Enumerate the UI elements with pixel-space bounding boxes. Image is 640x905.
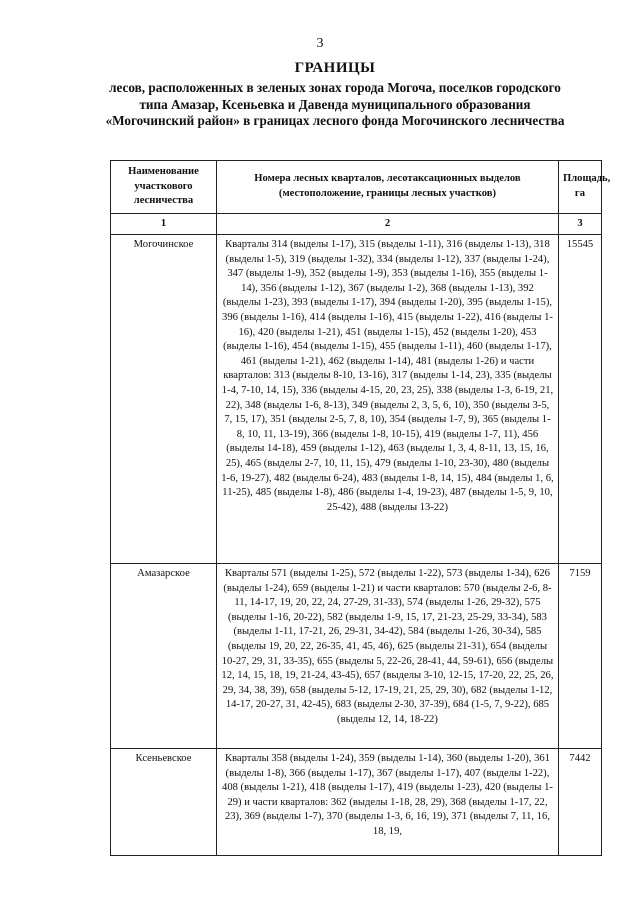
- document-subtitle: лесов, расположенных в зеленых зонах города Могоча, поселков городского типа Амазар, Ксеньевка и Давенда муниципального образования «Могочинский район» в границах лесного фонда Могочинского лесничества: [105, 80, 565, 128]
- forestry-quarters: Кварталы 314 (выделы 1-17), 315 (выделы 1-11), 316 (выделы 1-13), 318 (выделы 1-5), 319 (выделы 1-32), 334 (выделы 1-12), 337 (выделы 1-24), 347 (выделы 1-9), 352 (выделы 1-9), 353 (выделы 1-16), 355 (выделы 1-14), 356 (выделы 1-12), 367 (выделы 1-2), 368 (выделы 1-13), 392 (выделы 1-23), 393 (выделы 1-17), 394 (выделы 1-20), 395 (выделы 1-15), 396 (выделы 1-16), 414 (выделы 1-16), 415 (выделы 1-22), 416 (выделы 1-16), 420 (выделы 1-21), 451 (выделы 1-15), 452 (выделы 1-20), 453 (выделы 1-16), 454 (выделы 1-15), 455 (выделы 1-11), 460 (выделы 1-17), 461 (выделы 1-21), 462 (выделы 1-14), 481 (выделы 1-26) и части кварталов: 313 (выделы 8-10, 13-16), 317 (выделы 1-14, 23), 335 (выделы 1-4, 7-10, 14, 15), 336 (выделы 4-15, 20, 23, 25), 338 (выделы 1-3, 6-19, 21, 22), 348 (выделы 1-6, 8-13), 349 (выделы 2, 3, 5, 6, 10), 350 (выделы 3-5, 7, 15, 17), 351 (выделы 2-5, 7, 8, 10), 354 (выделы 1-7, 9), 365 (выделы 1-8, 10, 11, 13-19), 366 (выделы 1-8, 10-15), 419 (выделы 1-7, 11), 456 (выделы 14-18), 459 (выделы 1-12), 463 (выделы 1, 3, 4, 8-11, 13, 15, 16, 25), 465 (выделы 2-7, 10, 11, 15), 479 (выделы 1-10, 23-30), 480 (выделы 1-6, 19-27), 482 (выделы 6-24), 483 (выделы 1-8, 14, 15), 484 (выделы 1, 6, 11-25), 485 (выделы 1-8), 486 (выделы 1-4, 19-23), 487 (выделы 1-5, 9, 10, 25-42), 488 (выделы 13-22): [216, 235, 558, 564]
- header-area: Площадь, га: [558, 161, 601, 214]
- forestry-name: Амазарское: [111, 564, 217, 749]
- forestry-area: 7159: [558, 564, 601, 749]
- column-number-1: 1: [111, 214, 217, 235]
- page-number: 3: [316, 36, 324, 51]
- forest-boundaries-table: [110, 160, 611, 856]
- table-header-row: [111, 161, 602, 214]
- forestry-name: Могочинское: [111, 235, 217, 564]
- column-number-3: 3: [558, 214, 601, 235]
- table-row: [111, 749, 602, 856]
- header-quarters: Номера лесных кварталов, лесотаксационных выделов (местоположение, границы лесных участков): [216, 161, 558, 214]
- table-column-numbers-row: [111, 214, 602, 235]
- column-number-2: 2: [216, 214, 558, 235]
- header-forestry-name: Наименование участкового лесничества: [111, 161, 217, 214]
- forestry-quarters: Кварталы 571 (выделы 1-25), 572 (выделы 1-22), 573 (выделы 1-34), 626 (выделы 1-24), 659 (выделы 1-21) и части кварталов: 570 (выделы 2-6, 8-11, 14-17, 19, 20, 22, 24, 27-29, 31-33), 574 (выделы 1-26, 29-32), 575 (выделы 1-16, 20-22), 582 (выделы 1-9, 15, 17, 21-23, 25-29, 33-34), 583 (выделы 1-11, 17-21, 26, 29-31, 34-42), 584 (выделы 1-26, 30-34), 585 (выделы 19, 20, 22, 26-35, 41, 45, 46), 625 (выделы 21-31), 654 (выделы 10-27, 29, 31, 33-35), 655 (выделы 5, 22-26, 28-41, 44, 59-61), 656 (выделы 12, 14, 15, 18, 19, 21-24, 43-45), 657 (выделы 3-10, 12-15, 17-20, 22, 25, 26, 29, 34, 38, 39), 658 (выделы 5-12, 17-19, 21, 25, 29, 30), 682 (выделы 1-12, 14-17, 20-27, 31, 42-45), 683 (выделы 2-30, 37-39), 684 (1-5, 7, 9-22), 685 (выделы 12, 14, 18-22): [216, 564, 558, 749]
- forestry-area: 15545: [558, 235, 601, 564]
- document-title: ГРАНИЦЫ: [294, 60, 376, 76]
- table-row: [111, 564, 602, 749]
- forestry-name: Ксеньевское: [111, 749, 217, 856]
- forestry-area: 7442: [558, 749, 601, 856]
- forestry-quarters: Кварталы 358 (выделы 1-24), 359 (выделы 1-14), 360 (выделы 1-20), 361 (выделы 1-8), 366 (выделы 1-17), 367 (выделы 1-17), 407 (выделы 1-22), 408 (выделы 1-21), 418 (выделы 1-17), 419 (выделы 1-23), 420 (выделы 1-29) и части кварталов: 362 (выделы 1-18, 28, 29), 368 (выделы 1-17, 22, 23), 369 (выделы 1-7), 370 (выделы 1-3, 6, 16, 19), 371 (выделы 7, 11, 16, 18, 19,: [216, 749, 558, 856]
- table-row: [111, 235, 602, 564]
